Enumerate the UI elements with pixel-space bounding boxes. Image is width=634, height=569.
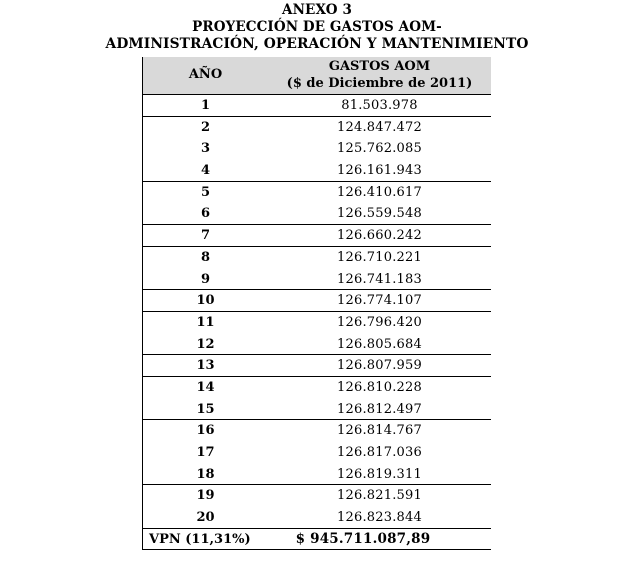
table-row <box>143 312 491 334</box>
year-cell: 15 <box>196 401 215 417</box>
amount-header-line2: ($ de Diciembre de 2011) <box>286 76 473 91</box>
table-row <box>143 269 491 291</box>
year-cell: 6 <box>200 206 211 222</box>
table-row <box>143 247 491 269</box>
table-row <box>143 182 491 204</box>
table-row <box>143 442 491 464</box>
amount-cell: 126.814.767 <box>337 423 422 439</box>
year-cell: 2 <box>200 119 211 135</box>
year-column-header: AÑO <box>188 67 223 82</box>
year-cell: 18 <box>196 466 215 482</box>
table-row <box>143 464 491 486</box>
year-cell: 5 <box>200 184 211 200</box>
amount-cell: 126.817.036 <box>337 445 422 460</box>
table-row <box>143 507 491 529</box>
year-cell: 1 <box>200 98 211 113</box>
year-cell: 9 <box>200 271 211 287</box>
table-row <box>143 203 491 225</box>
amount-cell: 126.741.183 <box>337 271 422 287</box>
npv-total-row <box>143 529 491 551</box>
amount-column-header <box>268 58 491 92</box>
year-cell: 10 <box>196 293 215 309</box>
npv-label: VPN (11,31%) <box>149 531 251 547</box>
amount-header-line1: GASTOS AOM <box>328 59 431 74</box>
amount-cell: 126.410.617 <box>337 184 422 200</box>
year-cell: 8 <box>200 249 211 265</box>
amount-cell: 126.805.684 <box>337 336 422 352</box>
amount-cell: 126.823.844 <box>337 510 422 526</box>
table-row <box>143 399 491 421</box>
amount-cell: 126.821.591 <box>337 488 422 504</box>
table-row <box>143 355 491 377</box>
table-row <box>143 95 491 117</box>
year-cell: 17 <box>196 445 215 460</box>
amount-cell: 126.774.107 <box>337 293 422 309</box>
npv-amount: $ 945.711.087,89 <box>295 530 431 547</box>
amount-cell: 126.819.311 <box>337 466 422 482</box>
table-row <box>143 290 491 312</box>
year-cell: 4 <box>200 163 211 179</box>
year-cell: 13 <box>196 358 215 374</box>
table-row <box>143 160 491 182</box>
year-cell: 3 <box>200 141 211 157</box>
year-cell: 12 <box>196 336 215 352</box>
amount-cell: 126.807.959 <box>337 358 422 374</box>
table-row <box>143 334 491 356</box>
table-row <box>143 225 491 247</box>
projection-heading: PROYECCIÓN DE GASTOS AOM- <box>192 19 442 35</box>
amount-cell: 125.762.085 <box>337 141 422 157</box>
table-row <box>143 420 491 442</box>
amount-cell: 126.660.242 <box>337 228 422 244</box>
table-header <box>143 57 491 95</box>
year-cell: 16 <box>196 423 215 439</box>
year-cell: 11 <box>196 314 215 330</box>
table-row <box>143 377 491 399</box>
annex-heading: ANEXO 3 <box>282 2 352 18</box>
amount-cell: 126.810.228 <box>337 379 422 395</box>
amount-cell: 126.796.420 <box>337 314 422 330</box>
amount-cell: 126.710.221 <box>337 249 422 265</box>
year-cell: 20 <box>196 510 215 526</box>
amount-cell: 126.559.548 <box>337 206 422 222</box>
amount-cell: 126.812.497 <box>337 401 422 417</box>
amount-cell: 126.161.943 <box>337 163 422 179</box>
year-cell: 14 <box>196 379 215 395</box>
year-cell: 19 <box>196 488 215 504</box>
table-row <box>143 485 491 507</box>
aom-subheading: ADMINISTRACIÓN, OPERACIÓN Y MANTENIMIENTO <box>105 36 529 52</box>
table-row <box>143 138 491 160</box>
aom-expenses-table <box>142 57 491 550</box>
year-cell: 7 <box>200 228 211 244</box>
amount-cell: 81.503.978 <box>341 98 418 113</box>
amount-cell: 124.847.472 <box>337 119 422 135</box>
table-row <box>143 117 491 139</box>
